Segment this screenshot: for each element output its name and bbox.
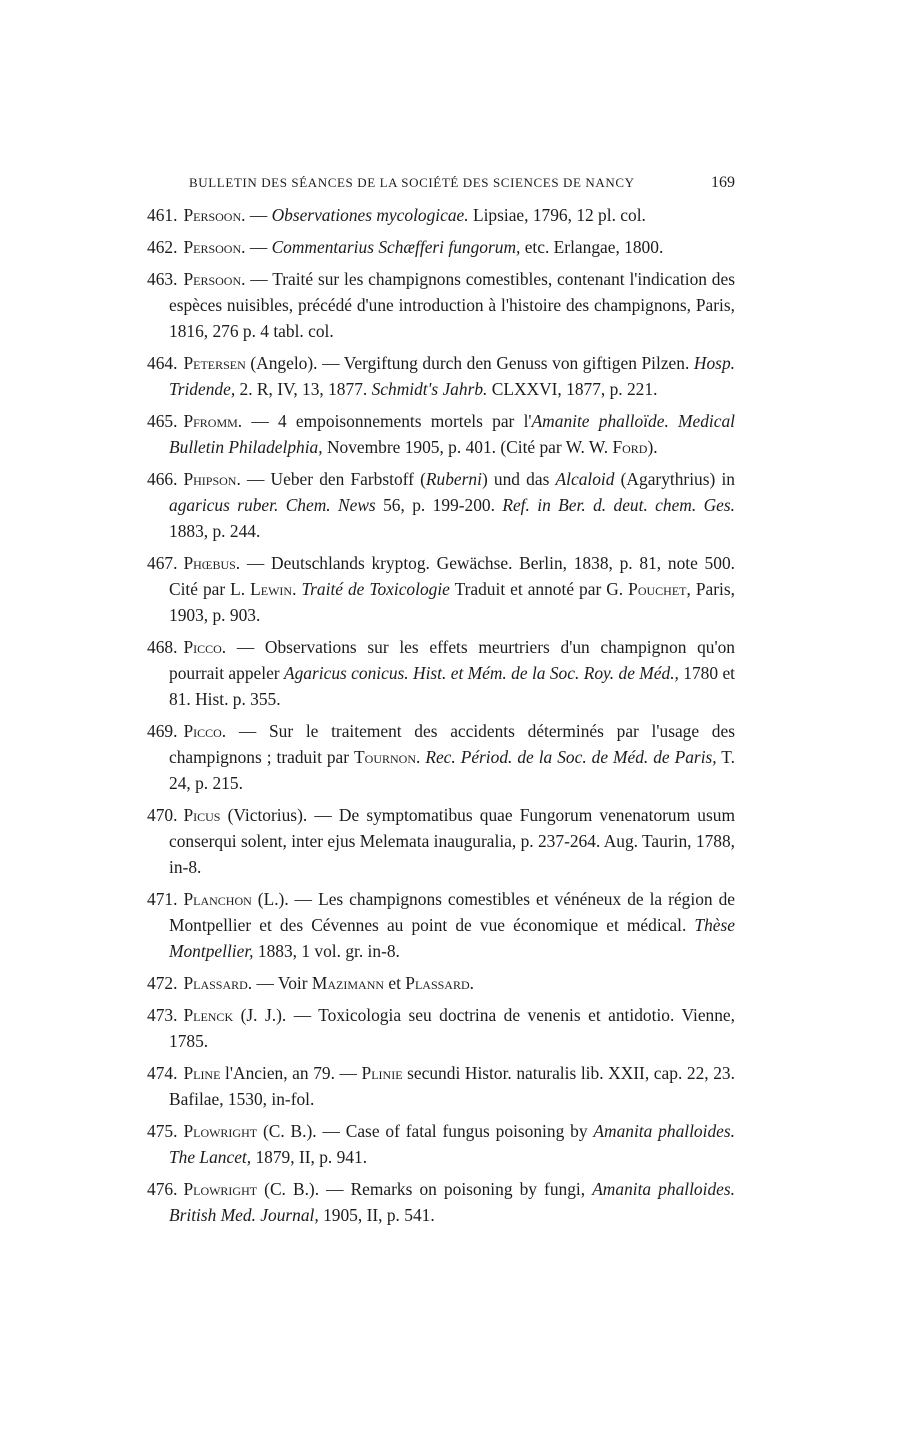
entry-text: — Deutschlands kryptog. Gewächse. Berlin, 1838, p. 81, note 500. Cité par L. xyxy=(169,553,735,599)
entry-italic-text: Amanite phalloïde. Medical Bulletin Philadelphia, xyxy=(169,411,736,457)
entry-text: — xyxy=(245,237,272,257)
entry-author: Persoon. xyxy=(183,237,246,257)
entry-italic-text: Ruberni xyxy=(425,469,482,489)
entry-text: CLXXVI, 1877, p. 221. xyxy=(487,379,658,399)
entry-text: — Sur le traitement des accidents déterminés par l'usage des champignons ; traduit par xyxy=(169,721,735,767)
bibliography-entry xyxy=(147,1118,735,1170)
entry-italic-text: Schmidt's Jahrb. xyxy=(371,379,488,399)
entry-italic-text: Observationes mycologicae. xyxy=(271,205,469,225)
entry-text: Traduit et annoté par G. xyxy=(449,579,629,599)
entry-author: Planchon xyxy=(183,889,252,909)
entry-text: ). xyxy=(647,437,658,457)
entry-italic-text: Agaricus conicus. Hist. et Mém. de la Soc. Roy. de Méd., xyxy=(283,663,679,683)
bibliography-entry xyxy=(147,718,735,796)
entry-text: (C. B.). — Remarks on poisoning by fungi, xyxy=(257,1179,593,1199)
entry-italic-text: Amanita phalloides. The Lancet, xyxy=(169,1121,735,1167)
entry-italic-text: Amanita phalloides. British Med. Journal, xyxy=(169,1179,735,1225)
entry-text: et xyxy=(384,973,406,993)
bibliography-entry xyxy=(147,1176,735,1228)
running-title: BULLETIN DES SÉANCES DE LA SOCIÉTÉ DES SCIENCES DE NANCY xyxy=(189,175,635,190)
entry-text: — 4 empoisonnements mortels par l' xyxy=(242,411,532,431)
entry-author: Petersen xyxy=(183,353,246,373)
entry-italic-text: Commentarius Schæfferi fungorum, xyxy=(271,237,521,257)
entry-author: Plowright xyxy=(183,1179,258,1199)
entry-text: ) und das xyxy=(481,469,556,489)
bibliography-entry xyxy=(147,466,735,544)
entry-number: 474. xyxy=(147,1063,178,1083)
bibliography-list xyxy=(147,202,735,1228)
entry-author: Persoon. xyxy=(183,205,246,225)
bibliography-entry xyxy=(147,408,735,460)
entry-text: (C. B.). — Case of fatal fungus poisoning by xyxy=(257,1121,594,1141)
entry-number: 462. xyxy=(147,237,178,257)
entry-author: Phipson. xyxy=(183,469,241,489)
entry-text: — Voir xyxy=(252,973,312,993)
entry-italic-text: Alcaloid xyxy=(555,469,615,489)
bibliography-entry xyxy=(147,1060,735,1112)
entry-text: — xyxy=(245,205,272,225)
entry-text: (Agarythrius) in xyxy=(614,469,735,489)
entry-number: 473. xyxy=(147,1005,178,1025)
entry-text: 56, p. 199-200. xyxy=(375,495,503,515)
entry-author: Plenck xyxy=(183,1005,234,1025)
entry-small-caps-text: Tournon. xyxy=(354,747,421,767)
bibliography-entry xyxy=(147,202,735,228)
entry-small-caps-text: Pouchet xyxy=(628,579,687,599)
entry-number: 463. xyxy=(147,269,178,289)
entry-number: 465. xyxy=(147,411,178,431)
entry-author: Persoon. xyxy=(183,269,246,289)
entry-text: (Angelo). — Vergiftung durch den Genuss von giftigen Pilzen. xyxy=(245,353,694,373)
entry-text: 1780 et 81. Hist. p. 355. xyxy=(169,663,736,709)
entry-number: 469. xyxy=(147,721,178,741)
entry-text: etc. Erlangae, 1800. xyxy=(520,237,664,257)
bibliography-entry xyxy=(147,970,735,996)
page-number: 169 xyxy=(711,174,735,191)
bibliography-entry xyxy=(147,886,735,964)
bibliography-entry xyxy=(147,550,735,628)
entry-number: 467. xyxy=(147,553,178,573)
entry-text: , Paris, 1903, p. 903. xyxy=(169,579,735,625)
entry-text: 1883, 1 vol. gr. in-8. xyxy=(253,941,400,961)
entry-text: 1879, II, p. 941. xyxy=(251,1147,368,1167)
entry-text: 1883, p. 244. xyxy=(169,521,261,541)
entry-number: 466. xyxy=(147,469,178,489)
entry-text: (J. J.). — Toxicologia seu doctrina de venenis et antidotio. Vienne, 1785. xyxy=(169,1005,735,1051)
entry-author: Phœbus. xyxy=(183,553,241,573)
entry-text: T. 24, p. 215. xyxy=(169,747,735,793)
bibliography-page xyxy=(147,174,735,1234)
entry-small-caps-text: Mazimann xyxy=(311,973,385,993)
entry-number: 461. xyxy=(147,205,178,225)
entry-number: 464. xyxy=(147,353,178,373)
entry-text: 1905, II, p. 541. xyxy=(318,1205,435,1225)
bibliography-entry xyxy=(147,266,735,344)
entry-small-caps-text: Plinie xyxy=(361,1063,403,1083)
entry-small-caps-text: Ford xyxy=(612,437,648,457)
entry-number: 468. xyxy=(147,637,178,657)
entry-italic-text: Rec. Périod. de la Soc. de Méd. de Paris, xyxy=(425,747,717,767)
bibliography-entry xyxy=(147,350,735,402)
entry-number: 475. xyxy=(147,1121,178,1141)
entry-text: (L.). — Les champignons comestibles et vénéneux de la région de Montpellier et des Cévennes au point de vue économique et médical. xyxy=(169,889,735,935)
entry-italic-text: agaricus ruber. Chem. News xyxy=(169,495,376,515)
entry-author: Picco. xyxy=(183,721,227,741)
bibliography-entry xyxy=(147,802,735,880)
entry-italic-text: Ref. in Ber. d. deut. chem. Ges. xyxy=(502,495,735,515)
running-header xyxy=(189,174,735,192)
entry-author: Picus xyxy=(183,805,221,825)
entry-author: Plassard. xyxy=(183,973,253,993)
entry-number: 472. xyxy=(147,973,178,993)
entry-number: 476. xyxy=(147,1179,178,1199)
entry-number: 470. xyxy=(147,805,178,825)
entry-italic-text: Thèse Montpellier, xyxy=(169,915,735,961)
entry-author: Pline xyxy=(183,1063,221,1083)
entry-text: — Observations sur les effets meurtriers d'un champignon qu'on pourrait appeler xyxy=(169,637,735,683)
entry-text: l'Ancien, an 79. — xyxy=(220,1063,362,1083)
entry-text: secundi Histor. naturalis lib. XXII, cap. 22, 23. Bafilae, 1530, in-fol. xyxy=(169,1063,735,1109)
entry-text: 2. R, IV, 13, 1877. xyxy=(235,379,372,399)
entry-text: Lipsiae, 1796, 12 pl. col. xyxy=(468,205,646,225)
bibliography-entry xyxy=(147,1002,735,1054)
entry-author: Picco. xyxy=(183,637,227,657)
entry-italic-text: Traité de Toxicologie xyxy=(301,579,450,599)
entry-small-caps-text: Lewin. xyxy=(250,579,297,599)
entry-small-caps-text: Plassard. xyxy=(405,973,474,993)
entry-number: 471. xyxy=(147,889,178,909)
entry-author: Plowright xyxy=(183,1121,258,1141)
entry-text: (Victorius). — De symptomatibus quae Fungorum venenatorum usum conserqui solent, inter ejus Melemata inauguralia, p. 237-264. Aug. Taurin, 1788, in-8. xyxy=(169,805,735,877)
entry-text: — Ueber den Farbstoff ( xyxy=(240,469,426,489)
bibliography-entry xyxy=(147,634,735,712)
entry-text: — Traité sur les champignons comestibles, contenant l'indication des espèces nuisibles, précédé d'une introduction à l'histoire des champignons, Paris, 1816, 276 p. 4 tabl. col. xyxy=(169,269,735,341)
entry-author: Pfromm. xyxy=(183,411,243,431)
entry-italic-text: Hosp. Tridende, xyxy=(169,353,735,399)
entry-text: Novembre 1905, p. 401. (Cité par W. W. xyxy=(322,437,613,457)
bibliography-entry xyxy=(147,234,735,260)
